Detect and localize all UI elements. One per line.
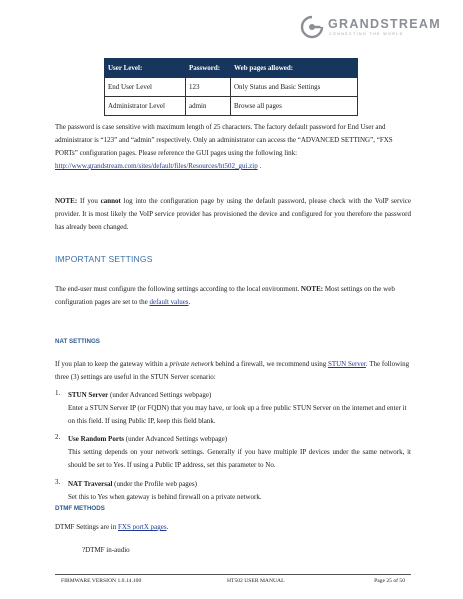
dtmf-text-before: DTMF Settings are in	[55, 523, 118, 531]
important-note-label: NOTE:	[300, 285, 324, 293]
table-header-row	[105, 59, 358, 78]
list-item	[68, 389, 411, 428]
table-header-cell: User Level:	[105, 59, 186, 78]
footer-manual-title: HT502 USER MANUAL	[227, 578, 285, 584]
table-cell: 123	[186, 78, 231, 97]
list-item	[68, 433, 411, 472]
list-item-title: STUN Server	[68, 391, 109, 399]
nat-intro-paragraph	[55, 358, 411, 384]
important-note-text: Most settings on the web configuration pages are set to the	[55, 285, 395, 306]
logo-name: GRANDSTREAM	[328, 17, 441, 31]
important-end: .	[188, 298, 191, 306]
list-item-text: This setting depends on your network settings. Generally if you have multiple IP devices under the same network, it should be set to Yes. If using a Public IP address, set this parameter to	[68, 448, 411, 469]
password-paragraph	[55, 121, 411, 173]
table-cell: Browse all pages	[231, 97, 358, 116]
list-item-title: NAT Traversal	[68, 480, 113, 488]
dtmf-methods-heading: DTMF METHODS	[55, 505, 105, 512]
stun-server-link[interactable]: STUN Server	[327, 360, 366, 368]
note-emphasis: cannot	[100, 197, 121, 205]
gui-download-link[interactable]: http://www.grandstream.com/sites/default/files/Resources/ht502_gui.zip	[55, 162, 258, 170]
dtmf-text-after: .	[166, 523, 169, 531]
logo-tagline: CONNECTING THE WORLD	[329, 32, 404, 36]
list-item-text: Enter a STUN Server IP (or FQDN) that you may have, or look up a free public STUN Server on the internet and enter it on this field. If using Public IP, keep this field blank.	[68, 404, 407, 425]
table-row	[105, 78, 358, 97]
yes-value-link[interactable]: Yes	[97, 493, 108, 501]
footer-page-number: Page 25 of 50	[374, 578, 405, 584]
note-text-after: log into the configuration page by using the default password, please check with the VoIP service provider. It is most likely the VoIP service provider has provisioned the device and configured for you therefore the password has already been changed.	[55, 197, 411, 231]
grandstream-logo-icon	[300, 15, 324, 39]
default-values-link[interactable]: default values	[149, 298, 189, 306]
table-cell: End User Level	[105, 78, 186, 97]
list-item-subtitle: (under Advanced Settings webpage)	[108, 391, 212, 399]
list-item-subtitle: (under the Profile web pages)	[112, 480, 197, 488]
table-row	[105, 97, 358, 116]
nat-intro-italic: private network	[169, 360, 214, 368]
link-suffix: .	[257, 162, 262, 170]
page-footer	[55, 574, 411, 587]
nat-settings-heading: NAT SETTINGS	[55, 338, 100, 345]
note-text-before: If you	[77, 197, 101, 205]
table-cell: admin	[186, 97, 231, 116]
list-number: 3.	[55, 478, 61, 486]
list-item	[68, 478, 411, 504]
list-item-subtitle: (under Advanced Settings webpage)	[124, 435, 228, 443]
important-settings-heading: IMPORTANT SETTINGS	[55, 254, 153, 264]
list-item-end: .	[273, 461, 276, 469]
list-item-text-before: Set this to	[68, 493, 98, 501]
list-number: 2.	[55, 433, 61, 441]
password-text: The password is case sensitive with maximum length of 25 characters. The factory default password for End User and administrator is “123” and “admin” respectively. Only an administrator can access the “ADVANCED SETTING”, “FXS PORTs” configuration pages. Please reference the GUI pages using the following link:	[55, 123, 393, 157]
list-number: 1.	[55, 389, 61, 397]
footer-firmware-version: FIRMWARE VERSION 1.0.14.100	[61, 578, 142, 584]
note-paragraph	[55, 195, 411, 234]
nat-intro-mid: behind a firewall, we recommend using	[213, 360, 328, 368]
table-cell: Administrator Level	[105, 97, 186, 116]
no-value-link[interactable]: No	[265, 461, 274, 469]
table-cell: Only Status and Basic Settings	[231, 78, 358, 97]
table-header-cell: Web pages allowed:	[231, 59, 358, 78]
dtmf-bullet: ?DTMF in-audio	[82, 546, 130, 554]
important-settings-paragraph	[55, 283, 411, 309]
table-header-cell: Password:	[186, 59, 231, 78]
user-level-table	[104, 58, 358, 116]
note-label: NOTE:	[55, 197, 78, 205]
nat-intro-before: If you plan to keep the gateway within a	[55, 360, 170, 368]
fxs-port-link[interactable]: FXS portX pages	[118, 523, 167, 531]
list-item-title: Use Random Ports	[68, 435, 124, 443]
grandstream-logo	[300, 14, 450, 44]
important-settings-text: The end-user must configure the following settings according to the local environment.	[55, 285, 300, 293]
nat-intro-after: . The following three (3) settings are useful in the STUN Server scenario:	[55, 360, 410, 381]
dtmf-paragraph	[55, 521, 411, 534]
list-item-text: when gateway is behind firewall on a private network.	[107, 493, 262, 501]
